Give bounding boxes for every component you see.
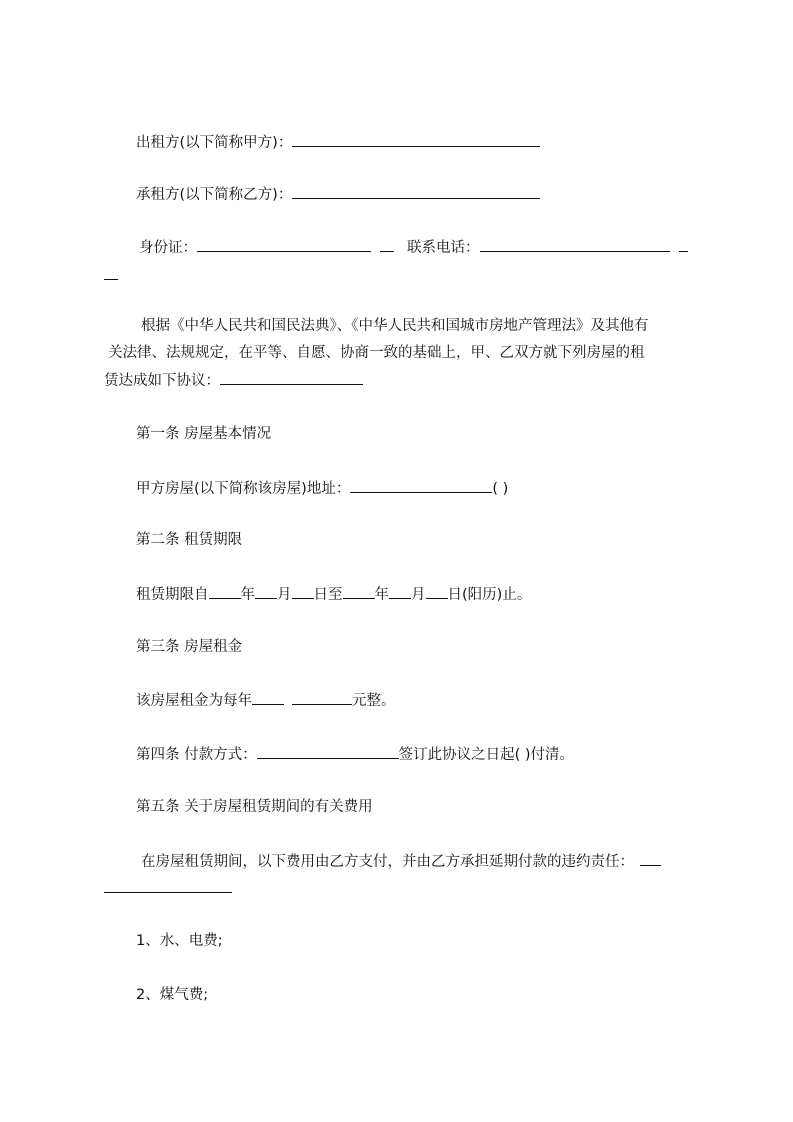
intro-line-3-text: 赁达成如下协议： (104, 373, 220, 389)
expense-paragraph (141, 851, 741, 872)
lessee-label: 承租方(以下简称乙方)： (136, 187, 293, 203)
end-month-blank[interactable] (389, 584, 411, 599)
start-day-unit: 日至 (313, 587, 343, 603)
lessee-line (136, 184, 736, 205)
article5-title: 第五条 关于房屋租赁期间的有关费用 (136, 799, 373, 815)
id-phone-continuation (104, 265, 704, 286)
end-year-unit: 年 (374, 587, 389, 603)
end-year-blank[interactable] (343, 584, 375, 599)
phone-label: 联系电话： (407, 240, 480, 256)
expense-blank-wrap[interactable] (104, 878, 232, 893)
id-label: 身份证： (139, 240, 197, 256)
intro-line-1: 根据《中华人民共和国民法典》、《中华人民共和国城市房地产管理法》及其他有 (141, 318, 649, 334)
intro-line-3 (104, 370, 704, 391)
start-month-blank[interactable] (255, 584, 277, 599)
end-day-unit: 日(阳历)止。 (447, 587, 532, 603)
rent-blank-2[interactable] (292, 690, 352, 705)
start-year-blank[interactable] (209, 584, 241, 599)
start-month-unit: 月 (277, 587, 292, 603)
rent-end: 元整。 (352, 693, 396, 709)
payment-suffix: 签订此协议之日起( )付清。 (398, 747, 575, 763)
article1-title: 第一条 房屋基本情况 (136, 426, 272, 442)
agreement-blank[interactable] (220, 370, 363, 385)
payment-line (136, 744, 736, 765)
address-suffix: ( ) (492, 481, 509, 497)
expense-continuation (104, 878, 704, 899)
phone-blank-wrap[interactable] (104, 265, 118, 280)
article2-title: 第二条 租赁期限 (136, 532, 243, 548)
start-day-blank[interactable] (292, 584, 314, 599)
lessee-blank[interactable] (292, 184, 540, 199)
lessor-line (136, 132, 736, 153)
expense-text: 在房屋租赁期间，以下费用由乙方支付，并由乙方承担延期付款的违约责任： (141, 854, 634, 870)
rent-line (136, 690, 736, 711)
article4-title: 第四条 付款方式： (136, 747, 257, 763)
end-month-unit: 月 (411, 587, 426, 603)
expense-item-2: 2、煤气费; (136, 987, 209, 1003)
address-blank[interactable] (350, 478, 492, 493)
phone-blank-extra[interactable] (679, 237, 688, 252)
rent-start: 该房屋租金为每年 (136, 693, 252, 709)
lease-term-line (136, 584, 736, 605)
article3-title: 第三条 房屋租金 (136, 639, 243, 655)
intro-line-2: 关法律、法规规定，在平等、自愿、协商一致的基础上，甲、乙双方就下列房屋的租 (108, 345, 645, 361)
lessor-label: 出租方(以下简称甲方)： (136, 135, 293, 151)
rent-blank-1[interactable] (252, 690, 284, 705)
address-line (136, 478, 736, 499)
expense-item-1: 1、水、电费; (136, 933, 223, 949)
lease-term-start: 租赁期限自 (136, 587, 209, 603)
expense-blank[interactable] (640, 851, 661, 866)
id-blank-extra[interactable] (380, 237, 394, 252)
id-blank[interactable] (197, 237, 371, 252)
lessor-blank[interactable] (292, 132, 540, 147)
id-phone-line (139, 237, 739, 258)
end-day-blank[interactable] (426, 584, 448, 599)
phone-blank[interactable] (480, 237, 670, 252)
start-year-unit: 年 (240, 587, 255, 603)
payment-blank[interactable] (257, 744, 399, 759)
address-label: 甲方房屋(以下简称该房屋)地址： (136, 481, 351, 497)
